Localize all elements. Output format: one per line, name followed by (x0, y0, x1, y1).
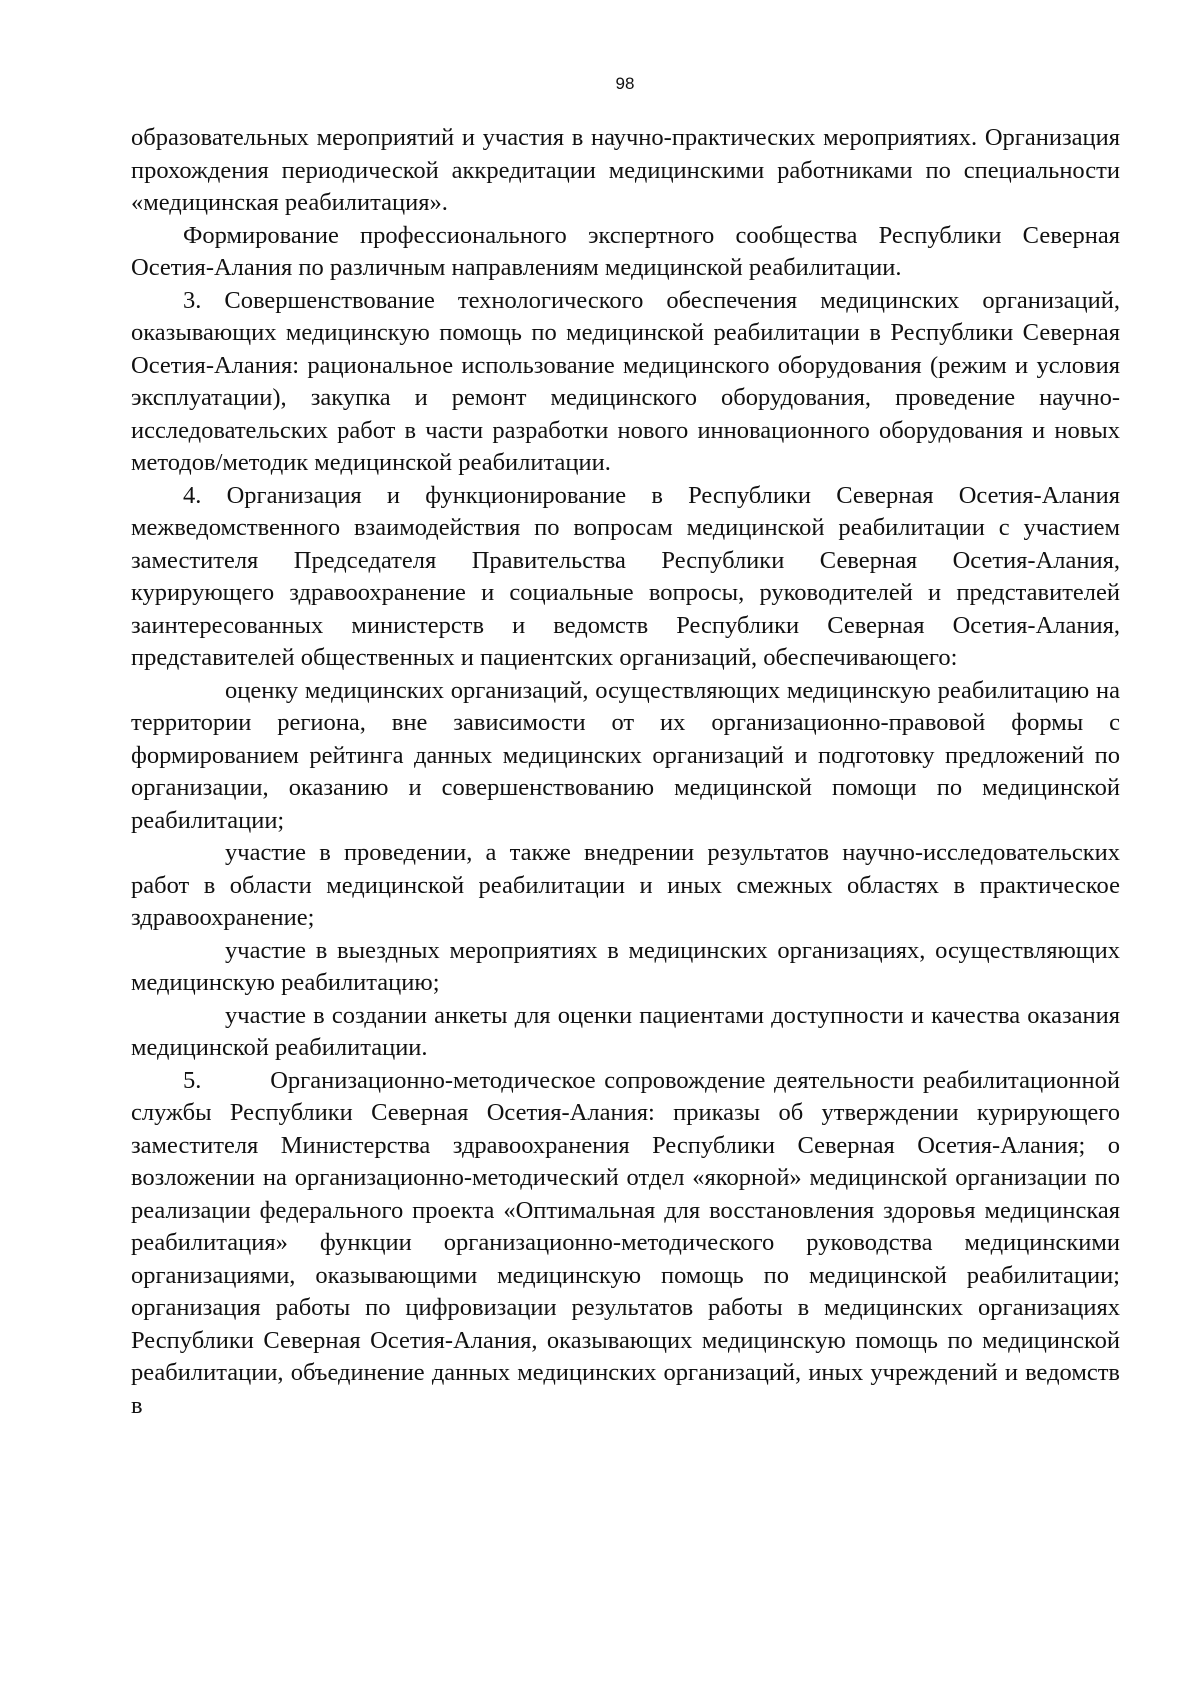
paragraph-item-5: 5. Организационно-методическое сопровождение деятельности реабилитационной службы Республики Северная Осетия-Алания: приказы об утверждении курирующего заместителя Министерства здравоохранения Республики Северная Осетия-Алания; о возложении на организационно-методический отдел «якорной» медицинской организации по реализации федерального проекта «Оптимальная для восстановления здоровья медицинская реабилитация» функции организационно-методического руководства медицинскими организациями, оказывающими медицинскую помощь по медицинской реабилитации; организация работы по цифровизации результатов работы в медицинских организациях Республики Северная Осетия-Алания, оказывающих медицинскую помощь по медицинской реабилитации, объединение данных медицинских организаций, иных учреждений и ведомств в (131, 1066, 1127, 1419)
paragraph-continuation: образовательных мероприятий и участия в научно-практических мероприятиях. Организация прохождения периодической аккредитации медицинскими работниками по специальности «медицинская реабилитация». (131, 124, 1120, 216)
paragraph-subitem-research: участие в проведении, а также внедрении результатов научно-исследовательских работ в области медицинской реабилитации и иных смежных областях в практическое здравоохранение; (131, 839, 1120, 931)
paragraph-expert-community: Формирование профессионального экспертного сообщества Республики Северная Осетия-Алания по различным направлениям медицинской реабилитации. (131, 221, 1120, 281)
paragraph-subitem-field-events: участие в выездных мероприятиях в медицинских организациях, осуществляющих медицинскую реабилитацию; (131, 936, 1120, 996)
paragraph-subitem-survey: участие в создании анкеты для оценки пациентами доступности и качества оказания медицинской реабилитации. (131, 1001, 1120, 1061)
document-body (131, 122, 1127, 1422)
paragraph-item-4: 4. Организация и функционирование в Республики Северная Осетия-Алания межведомственного взаимодействия по вопросам медицинской реабилитации с участием заместителя Председателя Правительства Республики Северная Осетия-Алания, курирующего здравоохранение и социальные вопросы, руководителей и представителей заинтересованных министерств и ведомств Республики Северная Осетия-Алания, представителей общественных и пациентских организаций, обеспечивающего: (131, 481, 1120, 671)
paragraph-subitem-assessment: оценку медицинских организаций, осуществляющих медицинскую реабилитацию на территории региона, вне зависимости от их организационно-правовой формы с формированием рейтинга данных медицинских организаций и подготовку предложений по организации, оказанию и совершенствованию медицинской помощи по медицинской реабилитации; (131, 676, 1120, 834)
paragraph-item-3: 3. Совершенствование технологического обеспечения медицинских организаций, оказывающих медицинскую помощь по медицинской реабилитации в Республики Северная Осетия-Алания: рациональное использование медицинского оборудования (режим и условия эксплуатации), закупка и ремонт медицинского оборудования, проведение научно-исследовательских работ в части разработки нового инновационного оборудования и новых методов/методик медицинской реабилитации. (131, 286, 1120, 476)
page-number: 98 (615, 74, 635, 93)
